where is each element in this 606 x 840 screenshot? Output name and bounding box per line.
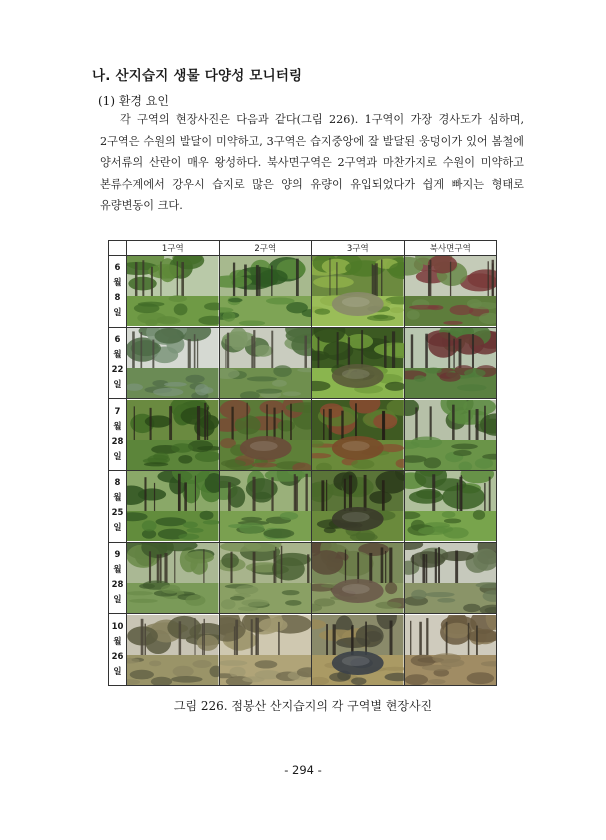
date-label: 일 [113, 523, 122, 534]
site-photo [127, 471, 219, 541]
site-photo [312, 328, 404, 398]
section-title: 나. 산지습지 생물 다양성 모니터링 [92, 68, 303, 84]
photo-cell [127, 327, 220, 399]
site-photo [127, 400, 219, 470]
photo-cell [219, 542, 312, 614]
photo-cell [312, 542, 405, 614]
page-number: - 294 - [284, 763, 322, 777]
photo-cell [312, 399, 405, 471]
date-label: 6 [114, 263, 121, 274]
photo-cell [127, 256, 220, 328]
site-photo [220, 256, 312, 326]
photo-cell [127, 399, 220, 471]
photo-cell [219, 614, 312, 686]
date-cell [109, 399, 127, 471]
date-label: 9 [114, 549, 121, 560]
body-paragraph: 각 구역의 현장사진은 다음과 같다(그림 226). 1구역이 가장 경사도가 심하며, 2구역은 수원의 발달이 미약하고, 3구역은 습지중앙에 잘 발달된 웅덩이가 있어 봄철에 양서류의 산란이 매우 왕성하다. 북사면구역은 2구역과 마찬가지로 수원이 미약하고 본류수계에서 강우시 습지로 많은 양의 유량이 유입되었다가 쉽게 빠지는 형태로 유량변동이 크다. [100, 113, 524, 213]
photo-cell [219, 399, 312, 471]
date-cell [109, 542, 127, 614]
photo-cell [127, 470, 220, 542]
table-corner [109, 241, 127, 256]
photo-cell [404, 399, 497, 471]
site-photo [127, 328, 219, 398]
site-photo [405, 400, 497, 470]
table-row [109, 470, 497, 542]
date-label: 28 [111, 579, 124, 590]
photo-cell [127, 614, 220, 686]
date-label: 6 [114, 334, 121, 345]
table-row [109, 327, 497, 399]
site-photo [127, 615, 219, 685]
date-label: 8 [114, 478, 121, 489]
photo-cell [219, 470, 312, 542]
site-photo [312, 471, 404, 541]
table-header-row [109, 241, 497, 256]
date-label: 10 [111, 621, 124, 632]
date-label: 일 [113, 451, 122, 462]
site-photo [220, 543, 312, 613]
column-header: 북사면구역 [404, 241, 497, 256]
date-label: 월 [113, 564, 122, 575]
site-photo [220, 615, 312, 685]
date-cell [109, 327, 127, 399]
date-label: 8 [114, 293, 121, 304]
column-header: 3구역 [312, 241, 405, 256]
photo-cell [404, 327, 497, 399]
date-label: 월 [113, 349, 122, 360]
table-row [109, 542, 497, 614]
column-header: 1구역 [127, 241, 220, 256]
date-label: 월 [113, 421, 122, 432]
site-photo [312, 400, 404, 470]
site-photo [220, 471, 312, 541]
photo-cell [219, 327, 312, 399]
date-label: 월 [113, 636, 122, 647]
photo-cell [404, 256, 497, 328]
date-label: 28 [111, 436, 124, 447]
site-photo [312, 615, 404, 685]
date-label: 일 [113, 308, 122, 319]
site-photo [405, 615, 497, 685]
site-photo [405, 471, 497, 541]
date-label: 일 [113, 666, 122, 677]
date-cell [109, 256, 127, 328]
site-photo-table [108, 240, 497, 686]
photo-cell [404, 470, 497, 542]
site-photo [312, 543, 404, 613]
table-row [109, 399, 497, 471]
date-label: 22 [111, 364, 124, 375]
date-label: 일 [113, 379, 122, 390]
site-photo [127, 256, 219, 326]
site-photo [220, 400, 312, 470]
site-photo [312, 256, 404, 326]
photo-cell [312, 327, 405, 399]
site-photo [405, 256, 497, 326]
table-row [109, 614, 497, 686]
photo-cell [219, 256, 312, 328]
photo-cell [127, 542, 220, 614]
site-photo [405, 328, 497, 398]
photo-cell [312, 256, 405, 328]
column-header: 2구역 [219, 241, 312, 256]
photo-cell [312, 614, 405, 686]
site-photo [405, 543, 497, 613]
photo-cell [312, 470, 405, 542]
subsection-title: (1) 환경 요인 [98, 94, 169, 108]
photo-cell [404, 542, 497, 614]
site-photo [127, 543, 219, 613]
date-label: 26 [111, 651, 124, 662]
date-label: 월 [113, 278, 122, 289]
date-label: 7 [114, 406, 121, 417]
figure-caption: 그림 226. 점봉산 산지습지의 각 구역별 현장사진 [173, 699, 433, 713]
date-label: 25 [111, 508, 124, 519]
site-photo [220, 328, 312, 398]
date-cell [109, 614, 127, 686]
date-label: 일 [113, 594, 122, 605]
photo-cell [404, 614, 497, 686]
date-label: 월 [113, 493, 122, 504]
table-row [109, 256, 497, 328]
date-cell [109, 470, 127, 542]
